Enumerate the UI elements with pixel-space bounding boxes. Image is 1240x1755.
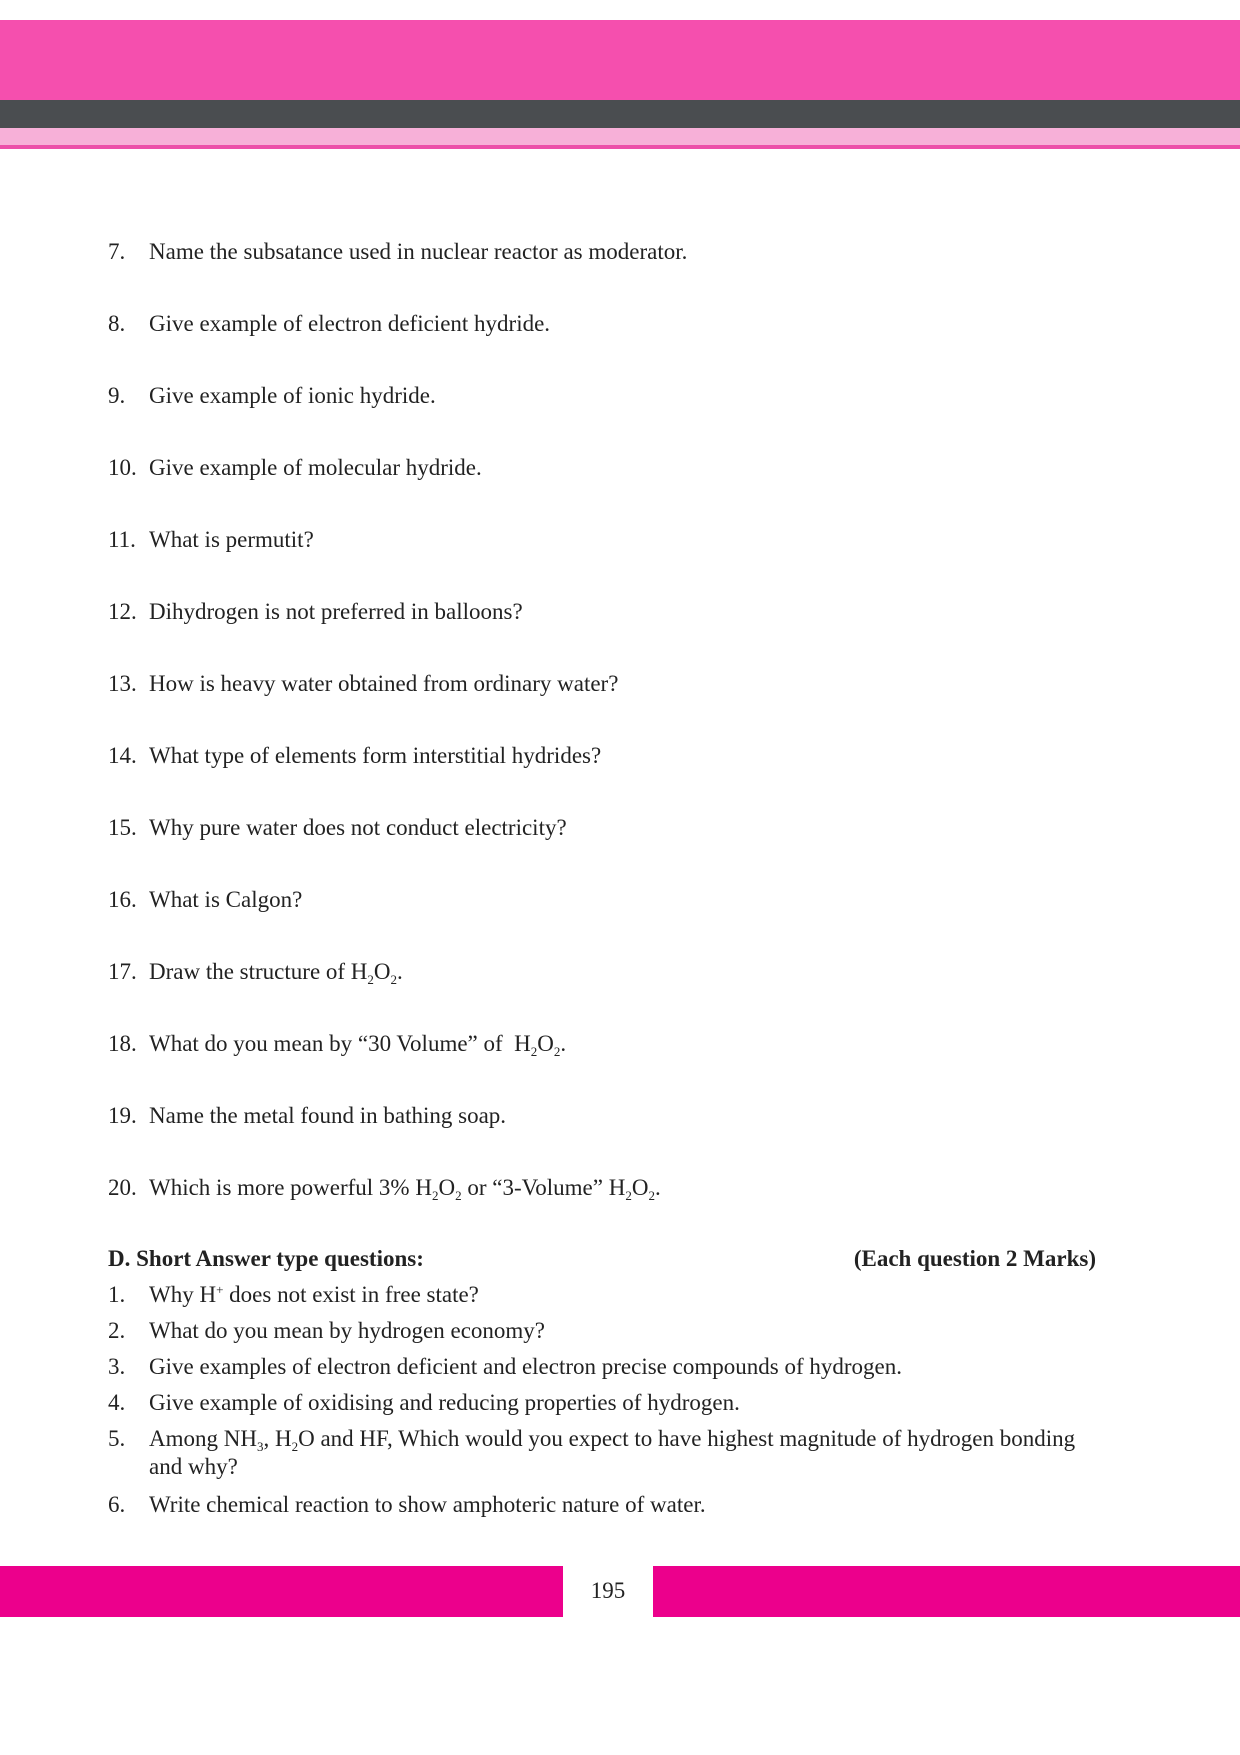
question-14: 14. What type of elements form interstitial hydrides?: [108, 743, 602, 768]
question-17: 17. Draw the structure of $H_2O_2$.: [108, 959, 403, 987]
section-d-title: D. Short Answer type questions:: [108, 1246, 424, 1271]
section-d-marks: (Each question 2 Marks): [853, 1246, 1096, 1271]
question-16: 16. What is Calgon?: [108, 887, 303, 912]
header-dark-band: [0, 100, 1240, 128]
footer-band-left: [0, 1566, 563, 1617]
question-7: 7. Name the subsatance used in nuclear reactor as moderator.: [108, 239, 688, 264]
short-answer-5: 5. Among $NH_3$, $H_2O$ and HF, Which would you expect to have highest magnitude of hydrogen bonding and why?: [108, 1426, 1076, 1479]
short-answer-6: 6. Write chemical reaction to show amphoteric nature of water.: [108, 1492, 706, 1517]
short-answer-2: 2. What do you mean by hydrogen economy?: [108, 1318, 545, 1343]
question-8: 8. Give example of electron deficient hydride.: [108, 311, 551, 336]
short-answer-1: 1. Why H+ does not exist in free state?: [108, 1282, 479, 1307]
header-light-band: [0, 128, 1240, 145]
page-number: 195: [590, 1578, 626, 1603]
footer-band-right: [653, 1566, 1240, 1617]
question-15: 15. Why pure water does not conduct electricity?: [108, 815, 567, 840]
question-11: 11. What is permutit?: [108, 527, 314, 552]
question-19: 19. Name the metal found in bathing soap.: [108, 1103, 507, 1128]
question-18: 18. What do you mean by “30 Volume” of $H_2O_2$.: [108, 1031, 567, 1059]
question-9: 9. Give example of ionic hydride.: [108, 383, 436, 408]
short-answer-3: 3. Give examples of electron deficient and electron precise compounds of hydrogen.: [108, 1354, 902, 1379]
section-d-heading: [108, 1245, 1096, 1273]
header-divider-line: [0, 145, 1240, 149]
header-pink-band: [0, 20, 1240, 100]
question-20: 20. Which is more powerful 3% $H_2O_2$ or “3-Volume” $H_2O_2$.: [108, 1175, 661, 1203]
question-12: 12. Dihydrogen is not preferred in balloons?: [108, 599, 523, 624]
question-13: 13. How is heavy water obtained from ordinary water?: [108, 671, 619, 696]
question-10: 10. Give example of molecular hydride.: [108, 455, 482, 480]
short-answer-4: 4. Give example of oxidising and reducing properties of hydrogen.: [108, 1390, 740, 1415]
